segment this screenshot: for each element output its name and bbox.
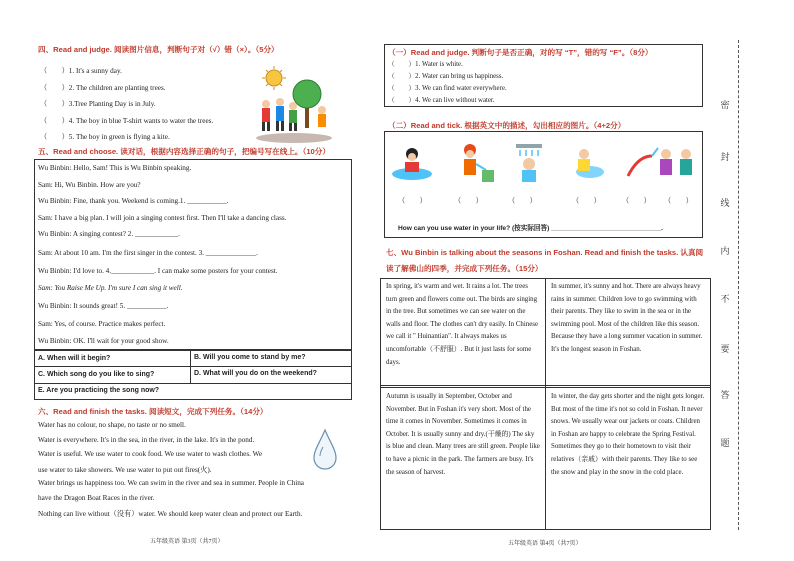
options-rule-2 [34, 383, 352, 384]
dialogue-line-2: Sam: Hi, Wu Binbin. How are you? [38, 181, 141, 189]
seal-char-5: 不 [720, 294, 730, 304]
option-a: A. When will it begin? [38, 355, 111, 362]
dialogue-line-7: Wu Binbin: I'd love to. 4.____________. I can make some posters for your contest. [38, 267, 278, 275]
pic-blank-5: （ ） [622, 197, 651, 205]
seal-line [738, 40, 739, 530]
shower-icon [516, 144, 542, 182]
section7-title-2: 读了解佛山的四季，并完成下列任务。（15分） [386, 264, 543, 273]
passage-line-2: Water is everywhere. It's in the sea, in the river, in the lake. It's in the pond. [38, 436, 255, 444]
seal-char-1: 密 [720, 100, 730, 110]
seal-char-6: 要 [720, 344, 730, 354]
seal-char-2: 封 [720, 152, 730, 162]
dialogue-line-3: Wu Binbin: Fine, thank you. Weekend is coming.1. ___________. [38, 197, 229, 205]
seal-char-4: 内 [720, 246, 730, 256]
pic-blank-6: （ ） [664, 197, 693, 205]
swimming-icon [392, 148, 432, 180]
sun-icon [262, 66, 286, 90]
tf-item-1: （ ）1. Water is white. [388, 61, 463, 68]
water-use-question: How can you use water in your life? (按实际回答) ______________________________. [398, 225, 663, 232]
seasons-horizontal-rule-2 [380, 387, 711, 388]
passage-line-7: Nothing can live without（没有）water. We should keep water clean and protect our Earth. [38, 510, 303, 518]
pic-blank-3: （ ） [508, 197, 537, 205]
part1-title: （一）Read and judge. 判断句子是否正确，对的写 “T”，错的写 “F”。（8分） [388, 48, 653, 57]
tree-icon [293, 80, 321, 128]
water-drop-icon [312, 428, 338, 472]
tf-item-2: （ ）2. Water can bring us happiness. [388, 73, 504, 80]
passage-line-3: Water is useful. We use water to cook food. We use water to wash clothes. We [38, 450, 263, 458]
section5-title: 五、Read and choose. 读对话，根据内容选择正确的句子，把编号写在线上。（10分） [38, 147, 330, 156]
spring-text: In spring, it's warm and wet. It rains a lot. The trees turn green and flowers come out. The birds are singing in the tree. But sometimes we can see water on the walls and floor. The clothes can't dry easily. In Chinese we call it " Huinantian". It always makes us uncomfortable（不舒服）. But it just lasts for some days. [386, 283, 539, 366]
part2-title: （二）Read and tick. 根据英文中的描述，勾出相应的图片。（4+2分） [388, 121, 626, 130]
option-d: D. What will you do on the weekend? [194, 370, 317, 377]
passage-line-6: have the Dragon Boat Races in the river. [38, 494, 155, 502]
seal-char-7: 答 [720, 390, 730, 400]
options-rule-1 [34, 366, 352, 367]
option-c: C. Which song do you like to sing? [38, 371, 155, 378]
passage-line-5: Water brings us happiness too. We can swim in the river and sea in summer. People in China [38, 479, 304, 487]
dialogue-line-5: Wu Binbin: A singing contest? 2. ____________. [38, 230, 180, 238]
seasons-horizontal-rule-1 [380, 385, 711, 386]
dialogue-line-1: Wu Binbin: Hello, Sam! This is Wu Binbin speaking. [38, 164, 192, 172]
seal-char-3: 线 [720, 198, 730, 208]
section6-title: 六、Read and finish the tasks. 阅读短文，完成下列任务。（14分） [38, 407, 268, 416]
summer-text: In summer, it's sunny and hot. There are always heavy rains in summer. Children love to go swimming with their parents. They like to swim in the sea or in the swimming pool. Most of the children like this season. Because they have a long summer vacation in summer. It's the longest season in Foshan. [551, 283, 703, 353]
right-page-footer: 五年级英语 第4页（共7页） [508, 541, 582, 547]
dialogue-line-11: Wu Binbin: OK. I'll wait for your good show. [38, 337, 169, 345]
dialogue-line-9: Wu Binbin: It sounds great! 5. ___________. [38, 302, 169, 310]
winter-text: In winter, the day gets shorter and the night gets longer. But most of the time it's not so cold in Foshan. It never snows. We usually wear our jackets or coats. Children in Foshan are happy to celebrate the Spring Festival. Sometimes they go to their hometown to visit their relatives（亲戚）with their parents. They like to see the snow and play in the snow in the cold place. [551, 393, 705, 476]
passage-line-1: Water has no colour, no shape, no taste or no smell. [38, 421, 186, 429]
fire-hose-icon [628, 148, 658, 176]
judge-item-2: （ ）2. The children are planting trees. [40, 84, 166, 92]
judge-item-3: （ ）3.Tree Planting Day is in July. [40, 100, 156, 108]
passage-line-4: use water to take showers. We use water to put out fires(火). [38, 466, 212, 474]
seal-char-8: 题 [720, 438, 730, 448]
autumn-text: Autumn is usually in September, October and November. But in Foshan it's very short. Most of the time it comes in November. Sometimes it comes in October. It is usually sunny and dry.(干燥的) The sky is blue and clean. Many trees are still green. People like to have a picnic in the park. The farmers are busy. It's the season of harvest. [386, 393, 540, 476]
dialogue-line-10: Sam: Yes, of course. Practice makes perfect. [38, 320, 166, 328]
washing-icon [576, 149, 604, 178]
judge-item-5: （ ）5. The boy in green is flying a kite. [40, 133, 170, 141]
watering-plants-icon [464, 144, 494, 182]
option-b: B. Will you come to stand by me? [194, 354, 306, 361]
children-drinking-icon [660, 149, 692, 175]
pic-blank-2: （ ） [454, 197, 483, 205]
option-e: E. Are you practicing the song now? [38, 387, 160, 394]
dialogue-line-6: Sam: At about 10 am. I'm the first singer in the contest. 3. ______________. [38, 249, 258, 257]
tree-planting-illustration [252, 66, 334, 146]
dialogue-line-4: Sam: I have a big plan. I will join a singing contest first. Then I'll take a dancing class. [38, 214, 287, 222]
dialogue-line-8: Sam: You Raise Me Up. I'm sure I can sing it well. [38, 284, 183, 292]
pic-blank-4: （ ） [572, 197, 601, 205]
tf-item-3: （ ）3. We can find water everywhere. [388, 85, 507, 92]
section4-title: 四、Read and judge. 阅读图片信息，判断句子对（√）错（×）。（5分） [38, 45, 279, 54]
section7-title-1: 七、Wu Binbin is talking about the seasons in Foshan. Read and finish the tasks. 认真阅 [386, 248, 704, 257]
tf-item-4: （ ）4. We can live without water. [388, 97, 495, 104]
pic-blank-1: （ ） [398, 197, 427, 205]
judge-item-4: （ ）4. The boy in blue T-shirt wants to water the trees. [40, 117, 214, 125]
left-page-footer: 五年级英语 第3页（共7页） [150, 539, 224, 545]
water-uses-pictures [390, 140, 700, 188]
judge-item-1: （ ）1. It's a sunny day. [40, 67, 122, 75]
